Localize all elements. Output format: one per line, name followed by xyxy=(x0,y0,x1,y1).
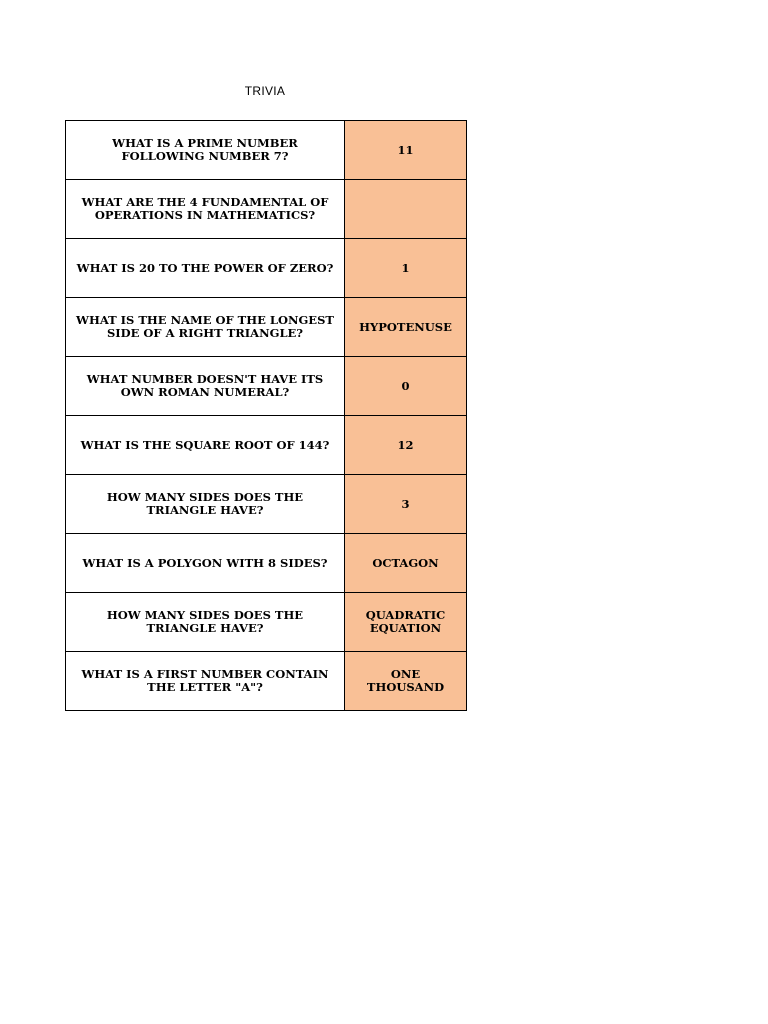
table-row xyxy=(66,121,467,180)
table-row xyxy=(66,239,467,298)
table-row xyxy=(66,593,467,652)
question-cell: WHAT IS THE NAME OF THE LONGEST SIDE OF A RIGHT TRIANGLE? xyxy=(66,298,345,357)
question-cell: HOW MANY SIDES DOES THE TRIANGLE HAVE? xyxy=(66,593,345,652)
answer-cell: 12 xyxy=(345,416,467,475)
table-row xyxy=(66,416,467,475)
table-row xyxy=(66,475,467,534)
table-row xyxy=(66,357,467,416)
answer-cell: QUADRATIC EQUATION xyxy=(345,593,467,652)
answer-cell: 11 xyxy=(345,121,467,180)
table-row xyxy=(66,534,467,593)
question-cell: WHAT IS THE SQUARE ROOT OF 144? xyxy=(66,416,345,475)
answer-cell: 0 xyxy=(345,357,467,416)
question-cell: WHAT IS 20 TO THE POWER OF ZERO? xyxy=(66,239,345,298)
question-cell: WHAT IS A FIRST NUMBER CONTAIN THE LETTER "A"? xyxy=(66,652,345,711)
question-cell: WHAT NUMBER DOESN'T HAVE ITS OWN ROMAN NUMERAL? xyxy=(66,357,345,416)
answer-cell: ONE THOUSAND xyxy=(345,652,467,711)
question-cell: WHAT ARE THE 4 FUNDAMENTAL OF OPERATIONS IN MATHEMATICS? xyxy=(66,180,345,239)
trivia-table xyxy=(65,120,467,711)
answer-cell: 3 xyxy=(345,475,467,534)
answer-cell xyxy=(345,180,467,239)
question-cell: WHAT IS A POLYGON WITH 8 SIDES? xyxy=(66,534,345,593)
question-cell: WHAT IS A PRIME NUMBER FOLLOWING NUMBER 7? xyxy=(66,121,345,180)
table-row xyxy=(66,298,467,357)
answer-cell: 1 xyxy=(345,239,467,298)
page-title: TRIVIA xyxy=(244,84,286,98)
table-row xyxy=(66,180,467,239)
answer-cell: OCTAGON xyxy=(345,534,467,593)
question-cell: HOW MANY SIDES DOES THE TRIANGLE HAVE? xyxy=(66,475,345,534)
table-row xyxy=(66,652,467,711)
answer-cell: HYPOTENUSE xyxy=(345,298,467,357)
